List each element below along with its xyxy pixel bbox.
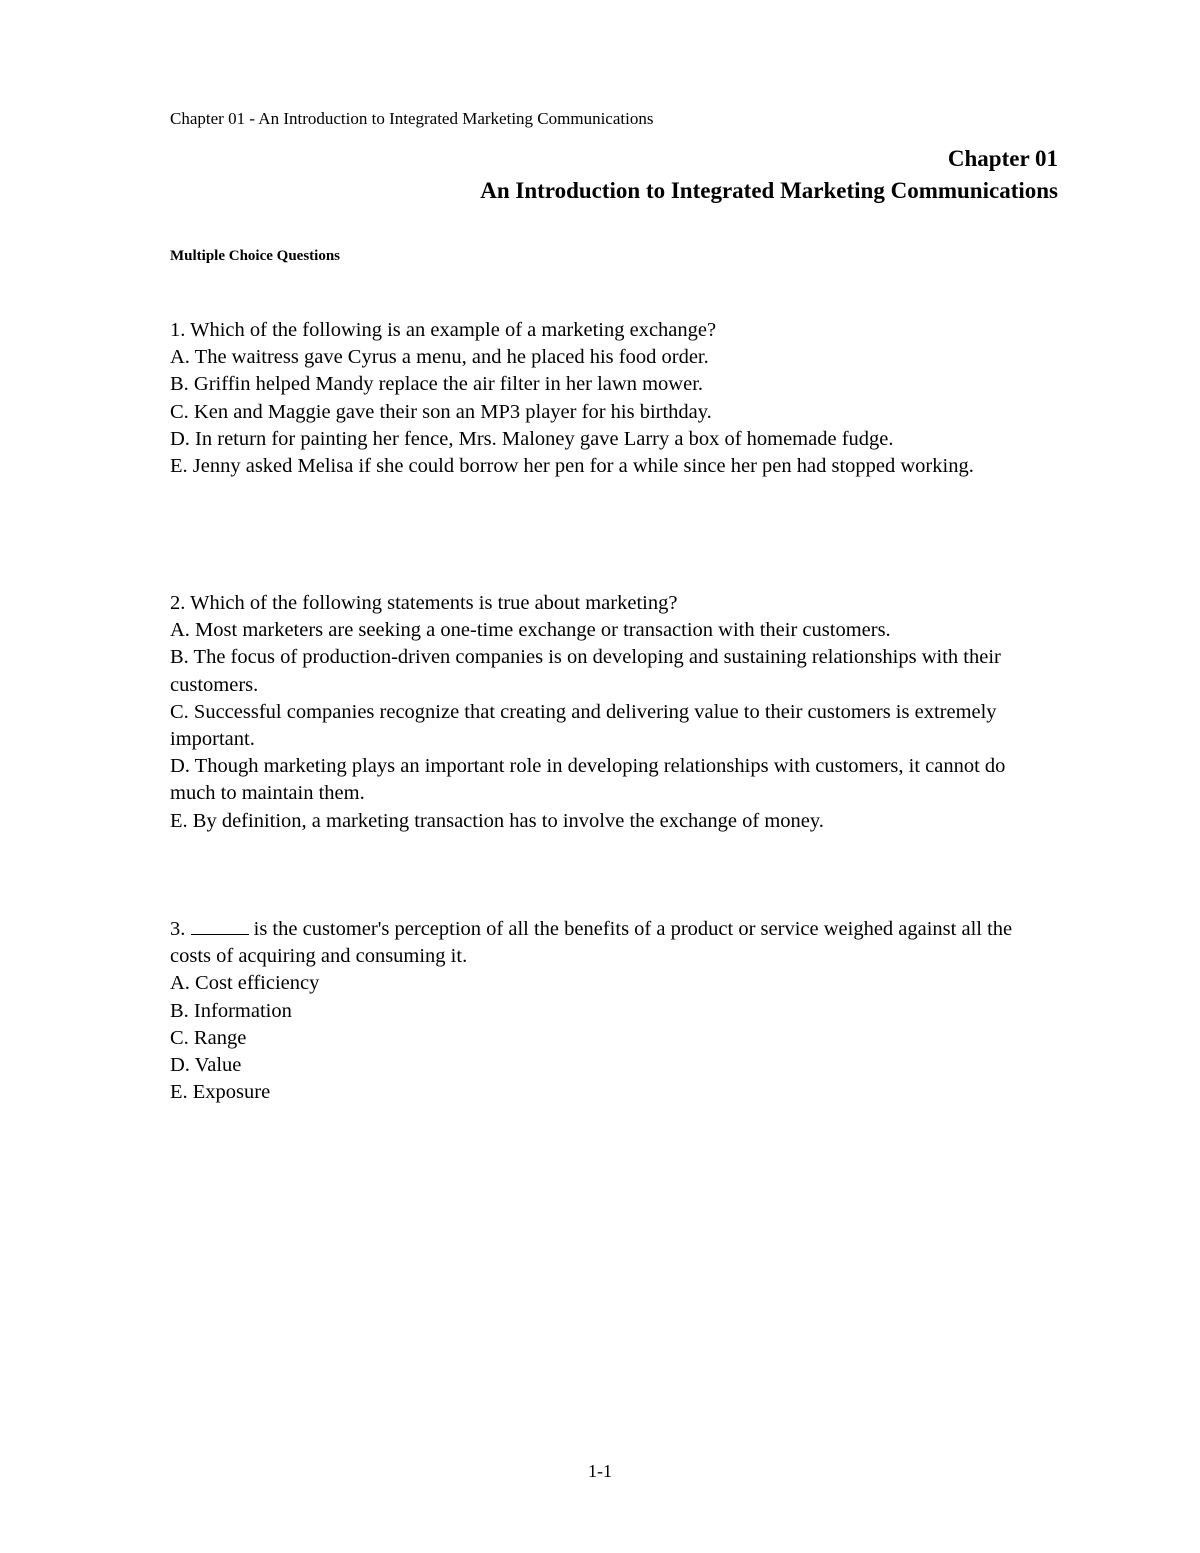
running-header: Chapter 01 - An Introduction to Integrated Marketing Communications (170, 109, 654, 128)
question-2 (170, 590, 1040, 835)
title-block (480, 143, 1058, 207)
chapter-subtitle: An Introduction to Integrated Marketing Communications (480, 178, 1058, 203)
answer-option: C. Range (170, 1026, 247, 1049)
question-1 (170, 317, 1040, 480)
question-stem (170, 916, 1040, 970)
question-stem: 1. Which of the following is an example of a marketing exchange? (170, 319, 717, 341)
answer-option: E. Exposure (170, 1081, 271, 1104)
answer-option: A. Most marketers are seeking a one-time exchange or transaction with their customers. (170, 619, 891, 642)
fill-in-blank (191, 916, 249, 935)
question-stem: 2. Which of the following statements is true about marketing? (170, 592, 678, 614)
section-label: Multiple Choice Questions (170, 248, 341, 264)
answer-option: D. Value (170, 1054, 242, 1077)
answer-option: C. Successful companies recognize that creating and delivering value to their customers is extremely important. (170, 700, 997, 751)
answer-option: E. Jenny asked Melisa if she could borrow her pen for a while since her pen had stopped working. (170, 455, 974, 478)
answer-option: E. By definition, a marketing transaction has to involve the exchange of money. (170, 809, 824, 832)
answer-option: A. Cost efficiency (170, 972, 320, 995)
answer-option: A. The waitress gave Cyrus a menu, and he placed his food order. (170, 346, 709, 369)
page-number: 1-1 (588, 1461, 612, 1481)
answer-option: B. The focus of production-driven companies is on developing and sustaining relationships with their customers. (170, 646, 1001, 696)
question-3 (170, 916, 1040, 1106)
question-stem-text: is the customer's perception of all the benefits of a product or service weighed against all the costs of acquiring and consuming it. (170, 918, 1013, 968)
question-number: 3. (170, 918, 186, 940)
answer-option: C. Ken and Maggie gave their son an MP3 player for his birthday. (170, 400, 712, 423)
answer-option: D. Though marketing plays an important role in developing relationships with customers, it cannot do much to maintain them. (170, 755, 1006, 805)
answer-option: D. In return for painting her fence, Mrs. Maloney gave Larry a box of homemade fudge. (170, 427, 894, 450)
answer-option: B. Griffin helped Mandy replace the air filter in her lawn mower. (170, 373, 704, 396)
chapter-title: Chapter 01 (947, 146, 1058, 171)
answer-option: B. Information (170, 999, 292, 1022)
